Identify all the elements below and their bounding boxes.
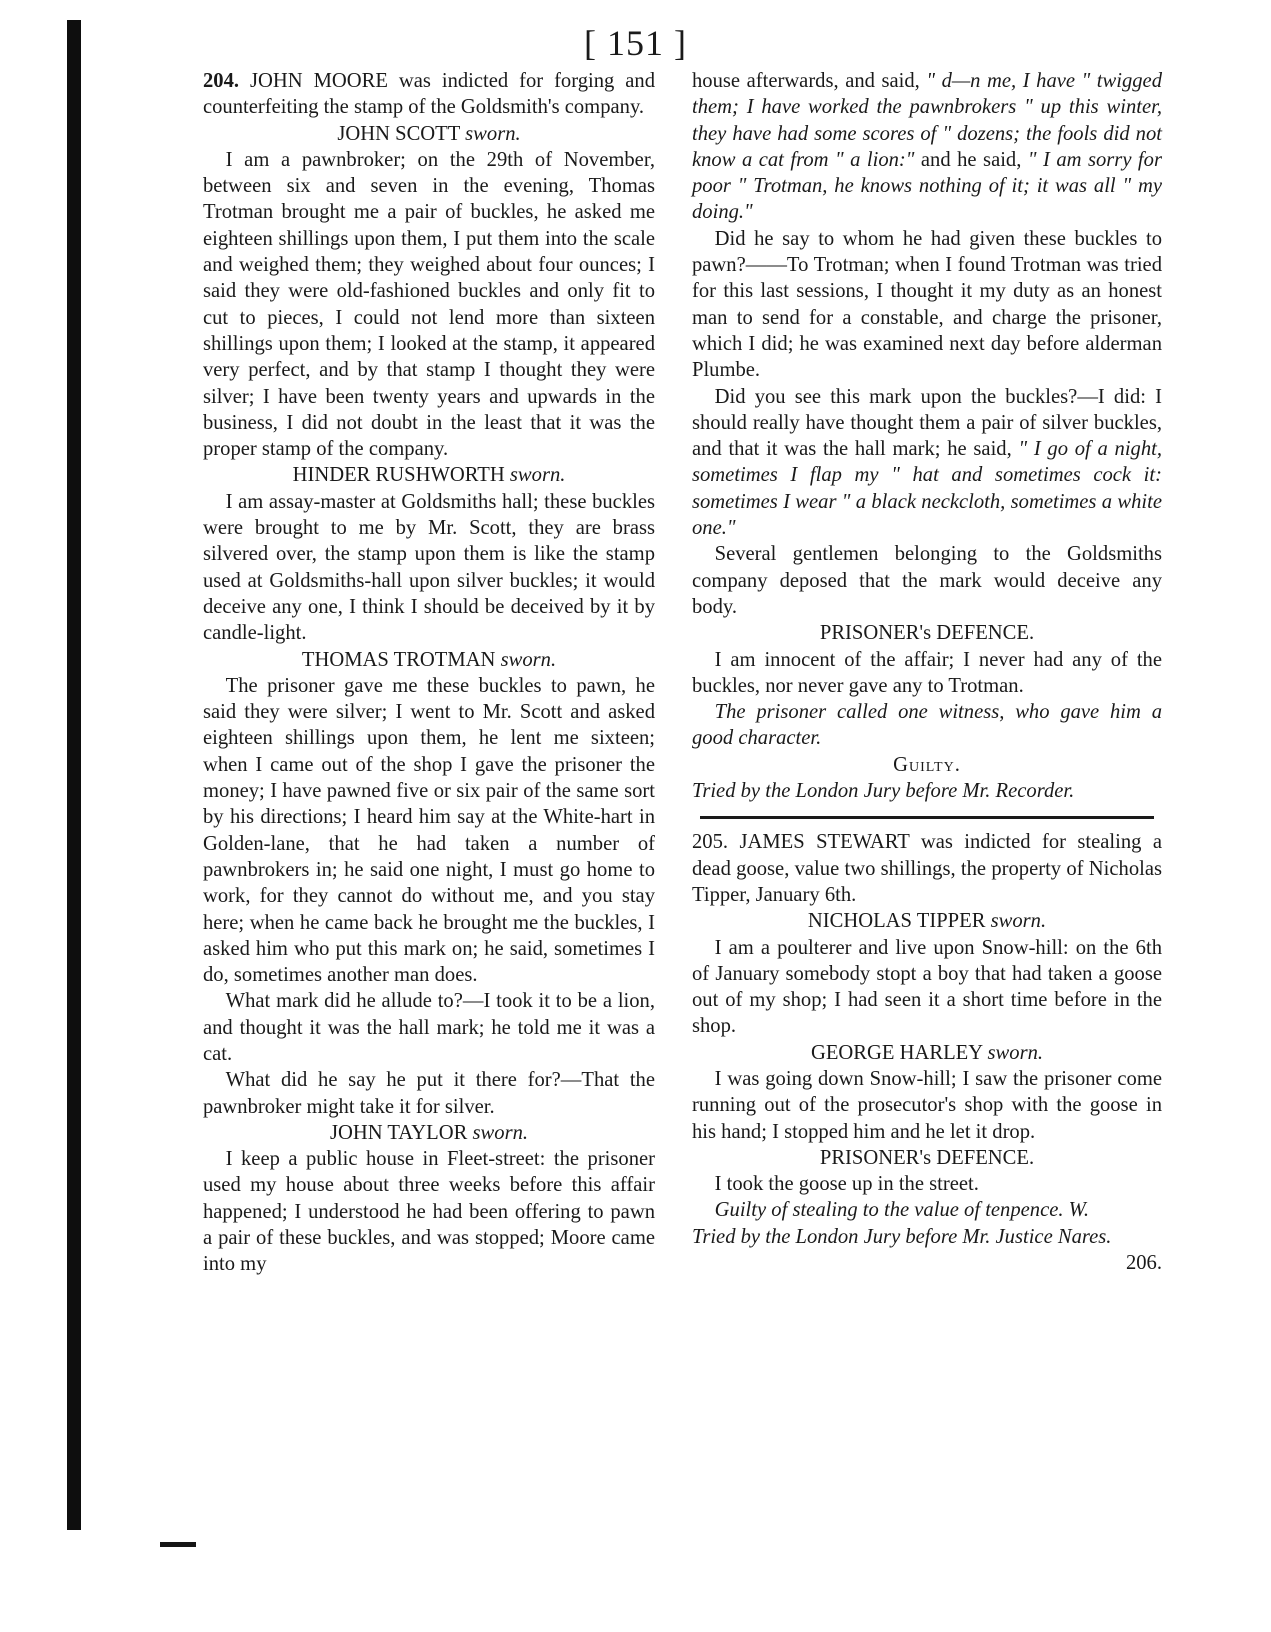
right-column <box>692 68 1162 1276</box>
defence-heading: PRISONER's DEFENCE. <box>819 622 1035 645</box>
continued-text: and he said, <box>920 148 1022 171</box>
verdict: Guilty. <box>893 753 961 776</box>
case-number: 205. <box>692 831 729 854</box>
witness-heading <box>203 647 655 673</box>
sworn-label: sworn. <box>500 648 557 671</box>
witness-name: NICHOLAS TIPPER <box>807 910 986 933</box>
testimony: I am a pawnbroker; on the 29th of November, between six and seven in the evening, Thomas Trotman brought me a pair of buckles, he asked me eighteen shillings upon them, I put them into the scale and weighed them; they weighed about four ounces; I said they were old-fashioned buckles and only fit to cut to pieces, I could not lend more than sixteen shillings upon them; I looked at the stamp, it appeared very perfect, and by that stamp I thought they were silver; I have been twenty years and upwards in the business, I did not doubt in the least that it was the proper stamp of the company. <box>203 148 655 461</box>
testimony: I keep a public house in Fleet-street: the prisoner used my house about three weeks before this affair happened; I understood he had been offering to pawn a pair of these buckles, and was stopped; Moore came into my <box>203 1148 655 1276</box>
quoted-speech: " I go of a night, sometimes I flap my " hat and sometimes cock it: sometimes I wear " a black neckcloth, sometimes a white one." <box>692 438 1162 540</box>
left-column <box>203 68 655 1278</box>
testimony: The prisoner gave me these buckles to pawn, he said they were silver; I went to Mr. Scott and asked eighteen shillings upon them, he lent me sixteen; when I came out of the shop I gave the prisoner the money; I have pawned five or six pair of the same sort by his directions; I heard him say at the White-hart in Golden-lane, that he had taken a number of pawnbrokers in; he said one night, I must go home to work, for they cannot do without me, and you stay here; when he came back he brought me the buckles, I asked him who put this mark on; he said, sometimes I do, sometimes another man does. <box>203 674 655 987</box>
witness-heading <box>692 1040 1162 1066</box>
witness-name: HINDER RUSHWORTH <box>292 464 505 487</box>
witness-name: GEORGE HARLEY <box>810 1041 983 1064</box>
question-answer: Did he say to whom he had given these buckles to pawn?——To Trotman; when I found Trotman was tried for this last sessions, I thought it my duty as an honest man to send for a constable, and charge the prisoner, which I did; he was examined next day before alderman Plumbe. <box>692 227 1162 382</box>
ink-mark <box>160 1542 196 1547</box>
case-intro-text: JAMES STEWART was indicted for stealing a dead goose, value two shillings, the property of Nicholas Tipper, January 6th. <box>692 831 1162 906</box>
witness-heading <box>203 1120 655 1146</box>
testimony: I was going down Snow-hill; I saw the prisoner come running out of the prosecutor's shop with the goose in his hand; I stopped him and he let it drop. <box>692 1067 1162 1143</box>
sworn-label: sworn. <box>990 910 1047 933</box>
sworn-label: sworn. <box>509 464 566 487</box>
testimony: I am assay-master at Goldsmiths hall; these buckles were brought to me by Mr. Scott, they are brass silvered over, the stamp upon them is like the stamp used at Goldsmiths-hall upon silver buckles; it would deceive any one, I think I should be deceived by it by candle-light. <box>203 490 655 645</box>
answer-text: Did you see this mark upon the buckles?—I did: I should really have thought them a pair of silver buckles, and that it was the hall mark; he said, <box>692 385 1162 461</box>
witness-heading <box>203 462 655 488</box>
deposition-note: Several gentlemen belonging to the Goldsmiths company deposed that the mark would deceive any body. <box>692 543 1162 618</box>
defence-heading: PRISONER's DEFENCE. <box>819 1146 1035 1169</box>
sworn-label: sworn. <box>987 1041 1044 1064</box>
testimony-continued <box>692 68 1162 226</box>
tried-by: Tried by the London Jury before Mr. Justice Nares. <box>692 1225 1112 1248</box>
case-204-intro <box>203 68 655 121</box>
witness-name: JOHN SCOTT <box>337 122 460 145</box>
catchword: 206. <box>1125 1252 1162 1275</box>
sworn-label: sworn. <box>465 122 521 145</box>
quoted-speech: " d—n me, I have " twigged them; I have worked the pawnbrokers " up this winter, they have had some scores of " dozens; the fools did not know a cat from " a lion:" <box>692 70 1162 171</box>
page-number-header: [ 151 ] <box>584 23 687 63</box>
question-answer <box>692 384 1162 542</box>
verdict: Guilty of stealing to the value of tenpence. W. <box>714 1199 1090 1222</box>
case-205-intro <box>692 829 1162 908</box>
witness-heading <box>203 121 655 147</box>
question-answer: What did he say he put it there for?—That the pawnbroker might take it for silver. <box>203 1069 655 1118</box>
case-number: 204. <box>203 70 240 92</box>
witness-note: The prisoner called one witness, who gave him a good character. <box>692 701 1162 750</box>
witness-name: JOHN TAYLOR <box>329 1121 468 1144</box>
defence-text: I took the goose up in the street. <box>714 1173 979 1196</box>
section-divider <box>700 816 1154 819</box>
continued-text: house afterwards, and said, <box>692 70 920 92</box>
sworn-label: sworn. <box>472 1121 529 1144</box>
witness-name: THOMAS TROTMAN <box>301 648 496 671</box>
witness-heading <box>692 908 1162 934</box>
quoted-speech: " I am sorry for poor " Trotman, he knows nothing of it; it was all " my doing." <box>692 148 1162 224</box>
testimony: I am a poulterer and live upon Snow-hill: on the 6th of January somebody stopt a boy that had taken a goose out of my shop; I had seen it a short time before in the shop. <box>692 936 1162 1038</box>
page-binding-shadow <box>67 20 81 1530</box>
defence-text: I am innocent of the affair; I never had any of the buckles, nor never gave any to Trotman. <box>692 648 1162 697</box>
case-intro-text: JOHN MOORE was indicted for forging and counterfeiting the stamp of the Goldsmith's company. <box>203 70 655 119</box>
question-answer: What mark did he allude to?—I took it to be a lion, and thought it was the hall mark; he told me it was a cat. <box>203 990 655 1065</box>
tried-by: Tried by the London Jury before Mr. Recorder. <box>692 780 1075 803</box>
